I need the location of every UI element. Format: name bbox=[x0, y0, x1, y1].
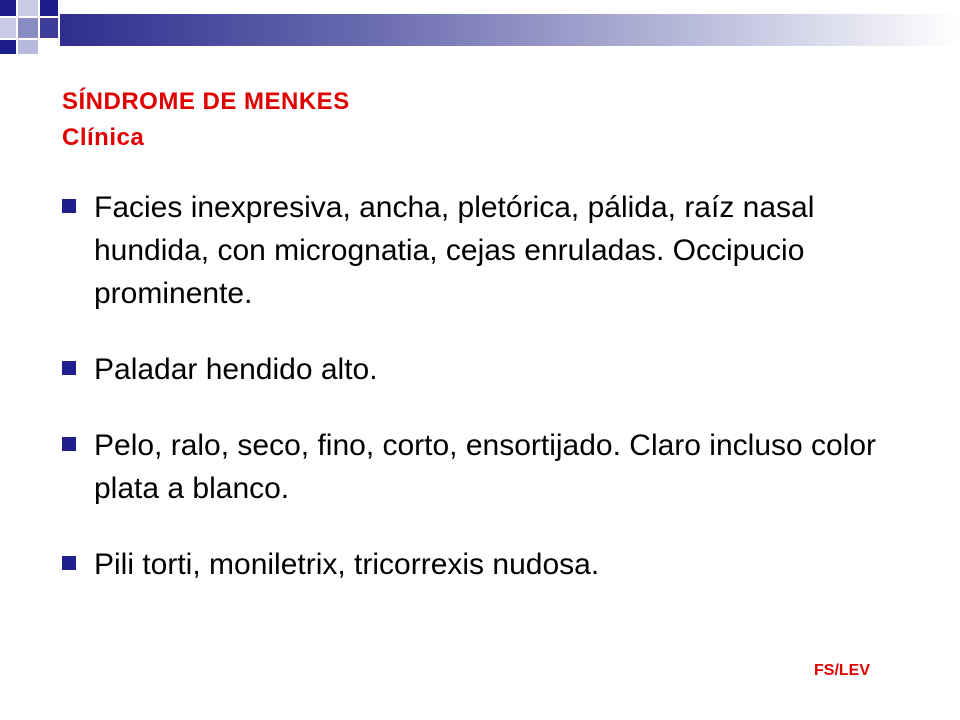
slide-title-line1: SÍNDROME DE MENKES bbox=[62, 88, 350, 115]
header-square bbox=[18, 0, 38, 16]
footer-initials: FS/LEV bbox=[814, 662, 871, 679]
square-bullet-icon bbox=[62, 556, 76, 570]
header-square bbox=[0, 0, 16, 16]
header-square bbox=[0, 18, 16, 38]
header-gradient-bar bbox=[60, 14, 960, 46]
bullet-text: Pili torti, moniletrix, tricorrexis nudosa. bbox=[94, 548, 600, 581]
square-bullet-icon bbox=[62, 199, 76, 213]
bullet-text: Facies inexpresiva, ancha, pletórica, pálida, raíz nasal hundida, con micrognatia, cejas enruladas. Occipucio prominente. bbox=[94, 191, 815, 310]
bullet-item bbox=[62, 348, 922, 391]
bullet-item bbox=[62, 543, 922, 586]
square-bullet-icon bbox=[62, 437, 76, 451]
slide-title bbox=[62, 84, 350, 156]
header-square bbox=[40, 18, 58, 38]
bullet-text: Paladar hendido alto. bbox=[94, 353, 378, 386]
bullet-item bbox=[62, 186, 922, 315]
header-square bbox=[40, 0, 58, 16]
header-square bbox=[0, 40, 16, 54]
slide-subtitle: Clínica bbox=[62, 124, 145, 151]
square-bullet-icon bbox=[62, 361, 76, 375]
header-square bbox=[18, 40, 38, 54]
bullet-text: Pelo, ralo, seco, fino, corto, ensortijado. Claro incluso color plata a blanco. bbox=[94, 429, 877, 505]
bullet-list bbox=[62, 186, 922, 619]
bullet-item bbox=[62, 424, 922, 510]
header-square bbox=[18, 18, 38, 38]
